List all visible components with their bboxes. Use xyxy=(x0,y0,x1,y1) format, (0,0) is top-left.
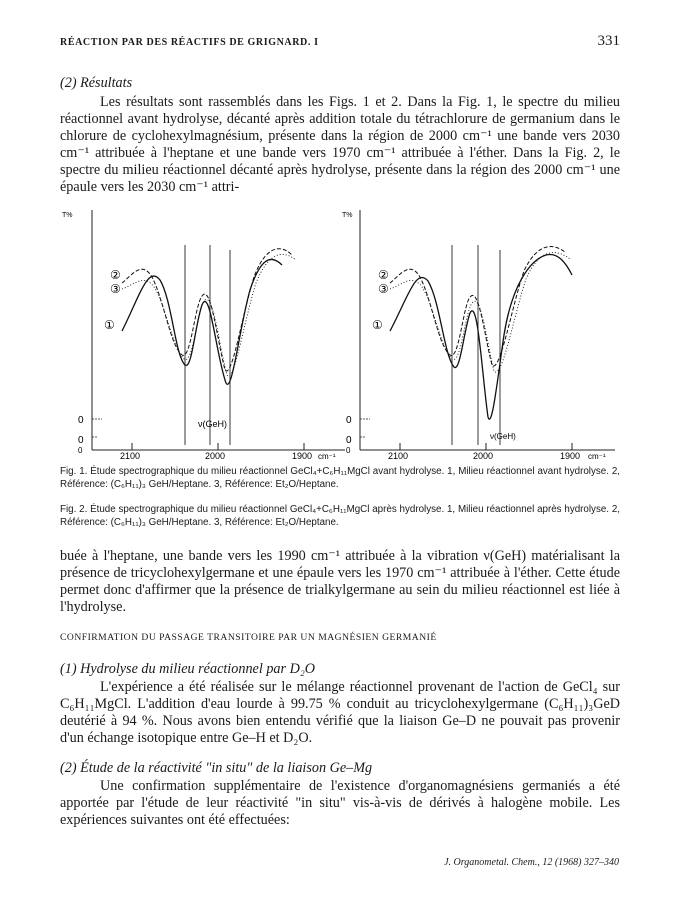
figure-1-caption: Fig. 1. Étude spectrographique du milieu réactionnel GeCl₄+C₆H₁₁MgCl avant hydrolyse. 1, Milieu réactionnel avant hydrolyse. 2, Référence: (C₆H₁₁)₃ GeH/Heptane. 3, Référence: Et₂O/Heptane. xyxy=(60,466,620,490)
fig1-tick-2100: 2100 xyxy=(120,451,141,461)
page-number: 331 xyxy=(597,33,620,49)
fig2-zero-label-upper: 0 xyxy=(346,415,352,426)
fig1-tick-2000: 2000 xyxy=(205,451,226,461)
fig1-tick-1900: 1900 xyxy=(292,451,313,461)
results-heading: (2) Résultats xyxy=(60,75,133,91)
fig1-zero-label-base: 0 xyxy=(78,446,83,455)
subsection-1-text: L'expérience a été réalisée sur le mélange réactionnel provenant de l'action de GeCl₄ sur C₆H₁₁MgCl. L'addition d'eau lourde à 99.75 % conduit au tricyclohexylgermane (C₆H₁₁)₃GeD deutérié à 94 %. Nous avons bien entendu vérifié que la liaison Ge–D ne pouvait pas provenir d'un échange isotopique entre Ge–H et D₂O. xyxy=(60,679,620,746)
journal-footer: J. Organometal. Chem., 12 (1968) 327–340 xyxy=(444,857,619,868)
subsection-2-heading: (2) Étude de la réactivité "in situ" de la liaison Ge–Mg xyxy=(60,760,373,776)
fig1-unit: cm⁻¹ xyxy=(318,452,336,461)
figure-1-spectrum xyxy=(62,210,345,461)
fig1-zero-label-upper: 0 xyxy=(78,415,84,426)
ir-spectra-figures xyxy=(60,205,620,470)
fig2-unit: cm⁻¹ xyxy=(588,452,606,461)
fig2-zero-label-base: 0 xyxy=(346,446,351,455)
fig2-curve-label-3: ③ xyxy=(378,282,389,296)
fig1-curve-label-3: ③ xyxy=(110,282,121,296)
fig1-curve-label-1: ① xyxy=(104,318,115,332)
running-title: RÉACTION PAR DES RÉACTIFS DE GRIGNARD. I xyxy=(60,37,319,48)
fig2-tick-2000: 2000 xyxy=(473,451,494,461)
subsection-2-text: Une confirmation supplémentaire de l'existence d'organomagnésiens germaniés a été apportée par l'étude de leur réactivité "in situ" vis-à-vis de dérivés à halogène mobile. Les expériences suivantes ont été effectuées: xyxy=(60,778,620,828)
fig1-gehi-annotation: ν(GeH) xyxy=(198,419,227,429)
fig1-y-axis-label: T% xyxy=(62,212,73,219)
fig1-curve-label-2: ② xyxy=(110,268,121,282)
fig2-curve-label-2: ② xyxy=(378,268,389,282)
fig2-gehi-annotation: ν(GeH) xyxy=(490,432,516,441)
fig2-zero-label-lower: 0 xyxy=(346,435,352,446)
results-paragraph: Les résultats sont rassemblés dans les Figs. 1 et 2. Dans la Fig. 1, le spectre du milieu réactionnel avant hydrolyse, décanté après addition totale du tétrachlorure de germanium dans le chlorure de cyclohexylmagnésium, présente dans la région de 2000 cm⁻¹ une bande vers 2030 cm⁻¹ attribuée à l'heptane et une bande vers 1970 cm⁻¹ attribuée à l'éther. Dans la Fig. 2, le spectre du milieu réactionnel décanté après hydrolyse, présente dans la région des 2000 cm⁻¹ une épaule vers les 2030 cm⁻¹ attri- xyxy=(60,94,620,195)
continuation-paragraph: buée à l'heptane, une bande vers les 1990 cm⁻¹ attribuée à la vibration ν(GeH) matérialisant la présence de tricyclohexylgermane et une épaule vers les 1970 cm⁻¹ attribuée à l'éther. Cette étude permet donc d'affirmer que la présence de trialkylgermane au sein du milieu réactionnel est liée à l'hydrolyse. xyxy=(60,548,620,615)
fig2-y-axis-label: T% xyxy=(342,212,353,219)
fig1-zero-label-lower: 0 xyxy=(78,435,84,446)
running-header xyxy=(60,33,620,53)
fig2-tick-2100: 2100 xyxy=(388,451,409,461)
fig2-curve-label-1: ① xyxy=(372,318,383,332)
figure-2-caption: Fig. 2. Étude spectrographique du milieu réactionnel GeCl₄+C₆H₁₁MgCl après hydrolyse. 1, Milieu réactionnel après hydrolyse. 2, Référence: (C₆H₁₁)₃ GeH/Heptane. 3, Référence: Et₂O/Heptane. xyxy=(60,504,620,528)
subsection-1-heading: (1) Hydrolyse du milieu réactionnel par D₂O xyxy=(60,661,316,677)
figure-2-spectrum xyxy=(342,210,615,461)
fig2-tick-1900: 1900 xyxy=(560,451,581,461)
section-title: CONFIRMATION DU PASSAGE TRANSITOIRE PAR UN MAGNÉSIEN GERMANIÉ xyxy=(60,632,437,643)
